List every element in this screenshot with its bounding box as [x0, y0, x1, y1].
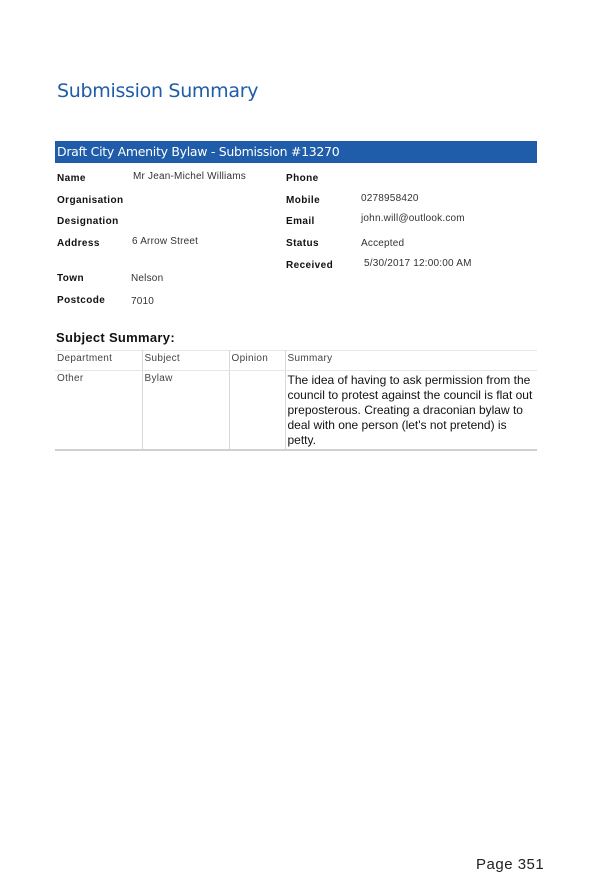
organisation-label: Organisation [57, 195, 124, 206]
column-header-subject: Subject [142, 351, 229, 371]
phone-label: Phone [286, 173, 319, 184]
summary-cell: The idea of having to ask permission from the council to protest against the council is flat out preposterous. Creating a draconian bylaw to deal with one person (let's not pretend) is petty. [285, 371, 537, 451]
address-label: Address [57, 238, 100, 249]
received-value: 5/30/2017 12:00:00 AM [364, 258, 472, 269]
town-value: Nelson [131, 273, 164, 284]
town-label: Town [57, 273, 84, 284]
table-row [55, 371, 537, 451]
page-title: Submission Summary [57, 80, 259, 102]
subject-summary-heading: Subject Summary: [56, 330, 175, 345]
status-label: Status [286, 238, 319, 249]
column-header-summary: Summary [285, 351, 537, 371]
mobile-label: Mobile [286, 195, 321, 206]
postcode-label: Postcode [57, 295, 106, 306]
name-value: Mr Jean-Michel Williams [133, 171, 246, 182]
mobile-value: 0278958420 [361, 193, 419, 204]
column-header-department: Department [55, 351, 142, 371]
subject-summary-table [55, 350, 537, 451]
email-value: john.will@outlook.com [361, 213, 465, 224]
subject-cell: Bylaw [142, 371, 229, 451]
status-value: Accepted [361, 238, 405, 249]
email-label: Email [286, 216, 315, 227]
opinion-cell [229, 371, 285, 451]
postcode-value: 7010 [131, 296, 155, 307]
table-header-row [55, 351, 537, 371]
submission-banner: Draft City Amenity Bylaw - Submission #13270 [55, 141, 537, 163]
received-label: Received [286, 260, 334, 271]
department-cell: Other [55, 371, 142, 451]
designation-label: Designation [57, 216, 119, 227]
page-number: Page 351 [476, 856, 545, 873]
address-value: 6 Arrow Street [132, 236, 199, 247]
column-header-opinion: Opinion [229, 351, 285, 371]
name-label: Name [57, 173, 86, 184]
